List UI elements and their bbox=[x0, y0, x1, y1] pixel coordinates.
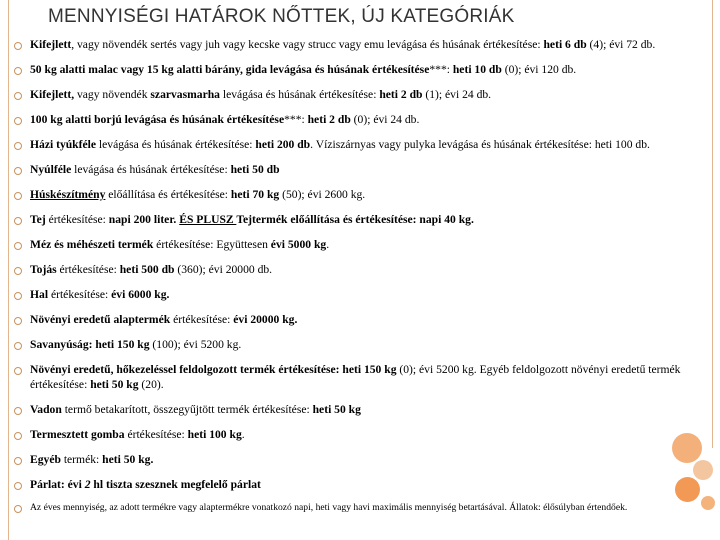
list-item-text: . bbox=[326, 238, 330, 251]
list-item-text: . bbox=[241, 428, 245, 441]
list-item-text: (50); évi 2600 kg. bbox=[279, 188, 366, 201]
list-item-text: Növényi eredetű alaptermék bbox=[30, 313, 171, 326]
list-item-text: heti 2 db bbox=[379, 88, 423, 101]
list-item bbox=[12, 112, 712, 127]
list-item-text: ÉS PLUSZ bbox=[179, 213, 237, 226]
list-item-text: 2 bbox=[84, 478, 91, 491]
bullet-icon bbox=[14, 457, 22, 465]
list-item-text: értékesítése: bbox=[48, 288, 112, 301]
list-item-text: levágása és húsának értékesítése: bbox=[219, 88, 380, 101]
list-item-text: heti 50 kg. bbox=[102, 453, 154, 466]
list-item-text: értékesítése: bbox=[124, 428, 188, 441]
list-item-text: Házi tyúkféle bbox=[30, 138, 97, 151]
list-item-text: napi 200 liter. bbox=[108, 213, 177, 226]
list-item-text: évi 20000 kg. bbox=[233, 313, 298, 326]
list-item bbox=[12, 262, 712, 277]
list-item bbox=[12, 87, 712, 102]
right-decorative-rule bbox=[712, 0, 713, 448]
list-item bbox=[12, 337, 712, 352]
bullet-icon bbox=[14, 482, 22, 490]
list-item-text: Nyúlféle bbox=[30, 163, 72, 176]
bullet-icon bbox=[14, 292, 22, 300]
list-item-text: értékesítése: bbox=[45, 213, 109, 226]
bullet-icon bbox=[14, 167, 22, 175]
bullet-icon bbox=[14, 142, 22, 150]
list-item-text: (0); évi 120 db. bbox=[501, 63, 577, 76]
list-item-text: előállítása és értékesítése: bbox=[105, 188, 231, 201]
list-item-text: Kifejlett bbox=[30, 38, 72, 51]
bullet-icon bbox=[14, 317, 22, 325]
list-item-text: . Víziszárnyas vagy pulyka levágása és húsának értékesítése: heti 100 db. bbox=[310, 138, 650, 151]
bullet-icon bbox=[14, 407, 22, 415]
list-item bbox=[12, 287, 712, 302]
bullet-icon bbox=[14, 42, 22, 50]
bullet-icon bbox=[14, 117, 22, 125]
list-item bbox=[12, 312, 712, 327]
list-item-text: heti 6 db bbox=[543, 38, 587, 51]
category-list bbox=[12, 37, 712, 514]
left-decorative-rule bbox=[8, 0, 9, 540]
list-item-text: heti 2 db bbox=[307, 113, 351, 126]
list-item-text: Növényi eredetű, hőkezeléssel feldolgozott termék értékesítése: heti 150 kg bbox=[30, 363, 397, 376]
bullet-icon bbox=[14, 432, 22, 440]
list-item-text: Párlat: évi bbox=[30, 478, 85, 491]
list-item-text: értékesítése: bbox=[170, 313, 234, 326]
list-item bbox=[12, 452, 712, 467]
list-item bbox=[12, 502, 712, 514]
bullet-icon bbox=[14, 217, 22, 225]
bullet-icon bbox=[14, 505, 22, 513]
list-item-text: heti 500 db bbox=[119, 263, 175, 276]
list-item-text: (0); évi 5200 kg. Egyéb feldolgozott növényi eredetű termék értékesítése: bbox=[30, 363, 681, 391]
list-item-text: heti 100 kg bbox=[187, 428, 242, 441]
list-item-text: ***: bbox=[429, 63, 453, 76]
list-item bbox=[12, 187, 712, 202]
list-item bbox=[12, 237, 712, 252]
bullet-icon bbox=[14, 67, 22, 75]
list-item bbox=[12, 477, 712, 492]
list-item-text: 50 kg alatti malac vagy 15 kg alatti bárány, gida levágása és húsának értékesítése bbox=[30, 63, 430, 76]
slide-title: MENNYISÉGI HATÁROK NŐTTEK, ÚJ KATEGÓRIÁK bbox=[48, 6, 515, 27]
list-item-text: , vagy növendék sertés vagy juh vagy kecske vagy strucc vagy emu levágása és húsának értékesítése: bbox=[71, 38, 544, 51]
list-item-text: Termesztett gomba bbox=[30, 428, 125, 441]
list-item bbox=[12, 162, 712, 177]
list-item-text: Az éves mennyiség, az adott termékre vagy alaptermékre vonatkozó napi, heti vagy havi maximális mennyiség betartásával. Állatok: élősúlyban értendőek. bbox=[30, 502, 628, 513]
list-item-text: évi 5000 kg bbox=[270, 238, 327, 251]
list-item-text: Tojás bbox=[30, 263, 57, 276]
list-item-text: Húskészítmény bbox=[30, 188, 106, 201]
list-item-text: termő betakarított, összegyűjtött termék értékesítése: bbox=[61, 403, 313, 416]
bullet-icon bbox=[14, 192, 22, 200]
bullet-icon bbox=[14, 267, 22, 275]
list-item-text: évi 6000 kg. bbox=[111, 288, 170, 301]
list-item-text: heti 10 db bbox=[452, 63, 502, 76]
list-item-text: levágása és húsának értékesítése: bbox=[71, 163, 231, 176]
list-item-text: Egyéb bbox=[30, 453, 61, 466]
list-item-text: heti 70 kg bbox=[230, 188, 280, 201]
list-item-text: hl tiszta szesznek megfelelő párlat bbox=[90, 478, 261, 491]
list-item-text: Kifejlett, bbox=[30, 88, 75, 101]
list-item-text: heti 50 kg bbox=[312, 403, 361, 416]
list-item-text: heti 50 db bbox=[230, 163, 280, 176]
list-item-text: Tej bbox=[30, 213, 46, 226]
list-item-text: heti 50 kg bbox=[90, 378, 139, 391]
list-item-text: (4); évi 72 db. bbox=[586, 38, 656, 51]
bullet-icon bbox=[14, 92, 22, 100]
list-item-text: termék: bbox=[60, 453, 103, 466]
bullet-icon bbox=[14, 242, 22, 250]
list-item-text: levágása és húsának értékesítése: bbox=[96, 138, 256, 151]
list-item-text: (100); évi 5200 kg. bbox=[149, 338, 242, 351]
list-item-text: 100 kg alatti borjú levágása és húsának értékesítése bbox=[30, 113, 285, 126]
list-item bbox=[12, 137, 712, 152]
list-item-text: heti 200 db bbox=[255, 138, 311, 151]
list-item-text: (1); évi 24 db. bbox=[422, 88, 492, 101]
list-item-text: (360); évi 20000 db. bbox=[174, 263, 273, 276]
list-item-text: szarvasmarha bbox=[150, 88, 220, 101]
list-item-text: Tejtermék előállítása és értékesítése: napi 40 kg. bbox=[236, 213, 474, 226]
list-item-text: (20). bbox=[138, 378, 164, 391]
bullet-icon bbox=[14, 342, 22, 350]
list-item-text: Méz és méhészeti termék bbox=[30, 238, 154, 251]
list-item bbox=[12, 362, 712, 392]
list-item-text: értékesítése: bbox=[56, 263, 120, 276]
list-item-text: Savanyúság: heti 150 kg bbox=[30, 338, 150, 351]
list-item bbox=[12, 427, 712, 442]
list-item bbox=[12, 62, 712, 77]
list-item-text: értékesítése: Együttesen bbox=[153, 238, 271, 251]
list-item-text: ***: bbox=[284, 113, 308, 126]
list-item-text: vagy növendék bbox=[74, 88, 151, 101]
list-item-text: Hal bbox=[30, 288, 49, 301]
list-item bbox=[12, 402, 712, 417]
list-item-text: (0); évi 24 db. bbox=[350, 113, 420, 126]
list-item bbox=[12, 37, 712, 52]
list-item-text: Vadon bbox=[30, 403, 62, 416]
bullet-icon bbox=[14, 367, 22, 375]
list-item bbox=[12, 212, 712, 227]
